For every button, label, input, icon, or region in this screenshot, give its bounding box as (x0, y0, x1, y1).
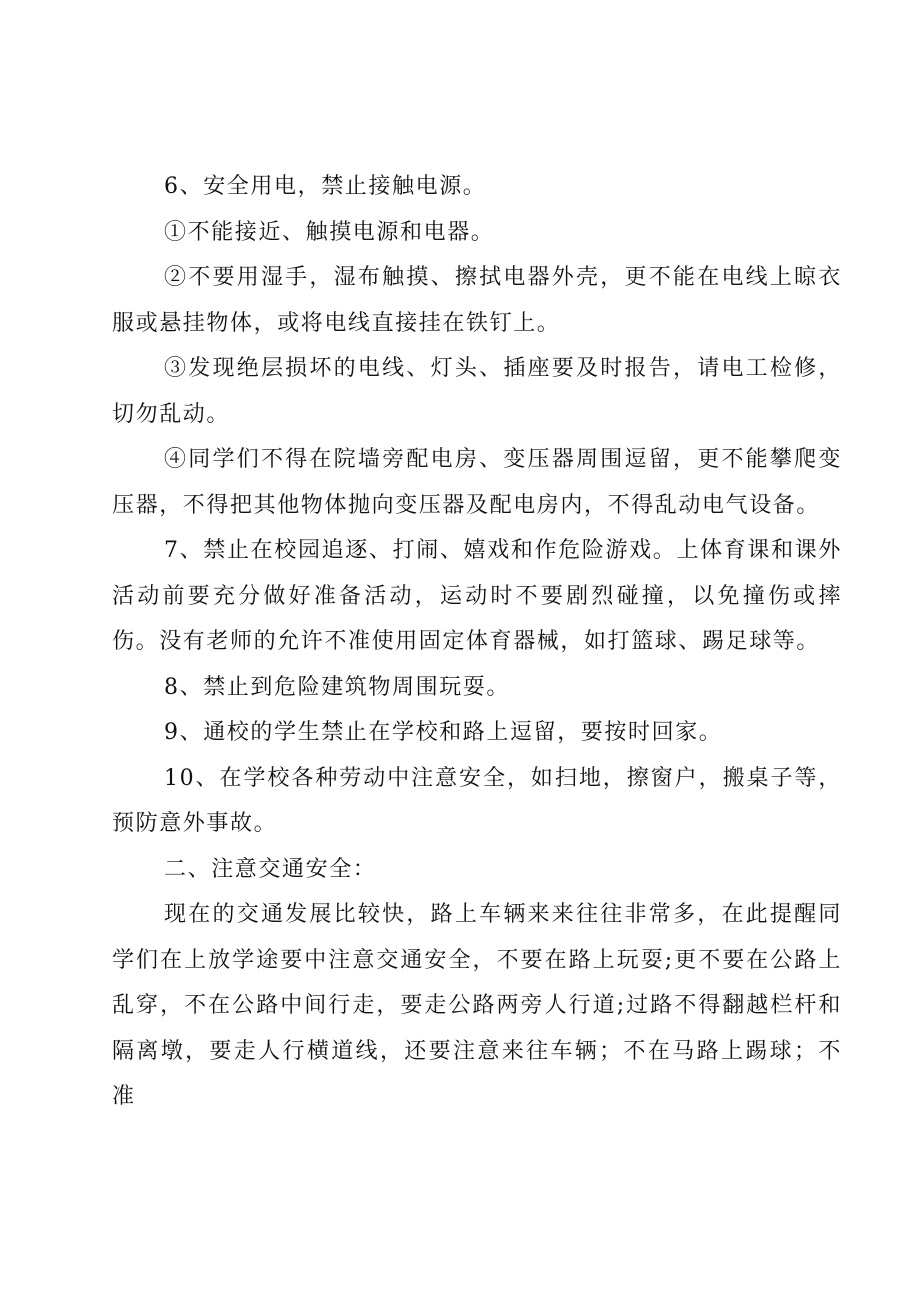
paragraph-item-6: 6、安全用电，禁止接触电源。 (164, 174, 487, 199)
paragraph-item-7: 7、禁止在校园追逐、打闹、嬉戏和作危险游戏。上体育课和课外活动前要充分做好准备活动，运动时不要剧烈碰撞，以免撞伤或摔伤。没有老师的允许不准使用固定体育器械，如打篮球、踢足球等。 (112, 538, 842, 654)
paragraph-item-9: 9、通校的学生禁止在学校和路上逗留，要按时回家。 (164, 720, 723, 745)
paragraph-subitem-4: ④同学们不得在院墙旁配电房、变压器周围逗留，更不能攀爬变压器，不得把其他物体抛向变压器及配电房内，不得乱动电气设备。 (112, 447, 842, 518)
paragraph-subitem-2: ②不要用湿手，湿布触摸、擦拭电器外壳，更不能在电线上晾衣服或悬挂物体，或将电线直接挂在铁钉上。 (112, 265, 842, 336)
paragraph-item-10: 10、在学校各种劳动中注意安全，如扫地，擦窗户，搬桌子等，预防意外事故。 (112, 765, 842, 836)
document-body (112, 164, 842, 1120)
paragraph-subitem-3: ③发现绝层损坏的电线、灯头、插座要及时报告，请电工检修，切勿乱动。 (112, 356, 842, 427)
paragraph-item-8: 8、禁止到危险建筑物周围玩耍。 (164, 674, 510, 700)
paragraph-subitem-1: ①不能接近、触摸电源和电器。 (164, 219, 495, 245)
section-heading-traffic-safety: 二、注意交通安全： (164, 856, 377, 882)
paragraph-traffic-safety: 现在的交通发展比较快，路上车辆来来往往非常多，在此提醒同学们在上放学途要中注意交通安全，不要在路上玩耍;更不要在公路上乱穿，不在公路中间行走，要走公路两旁人行道;过路不得翻越栏杆和隔离墩，要走人行横道线，还要注意来往车辆；不在马路上踢球；不准 (112, 902, 842, 1109)
